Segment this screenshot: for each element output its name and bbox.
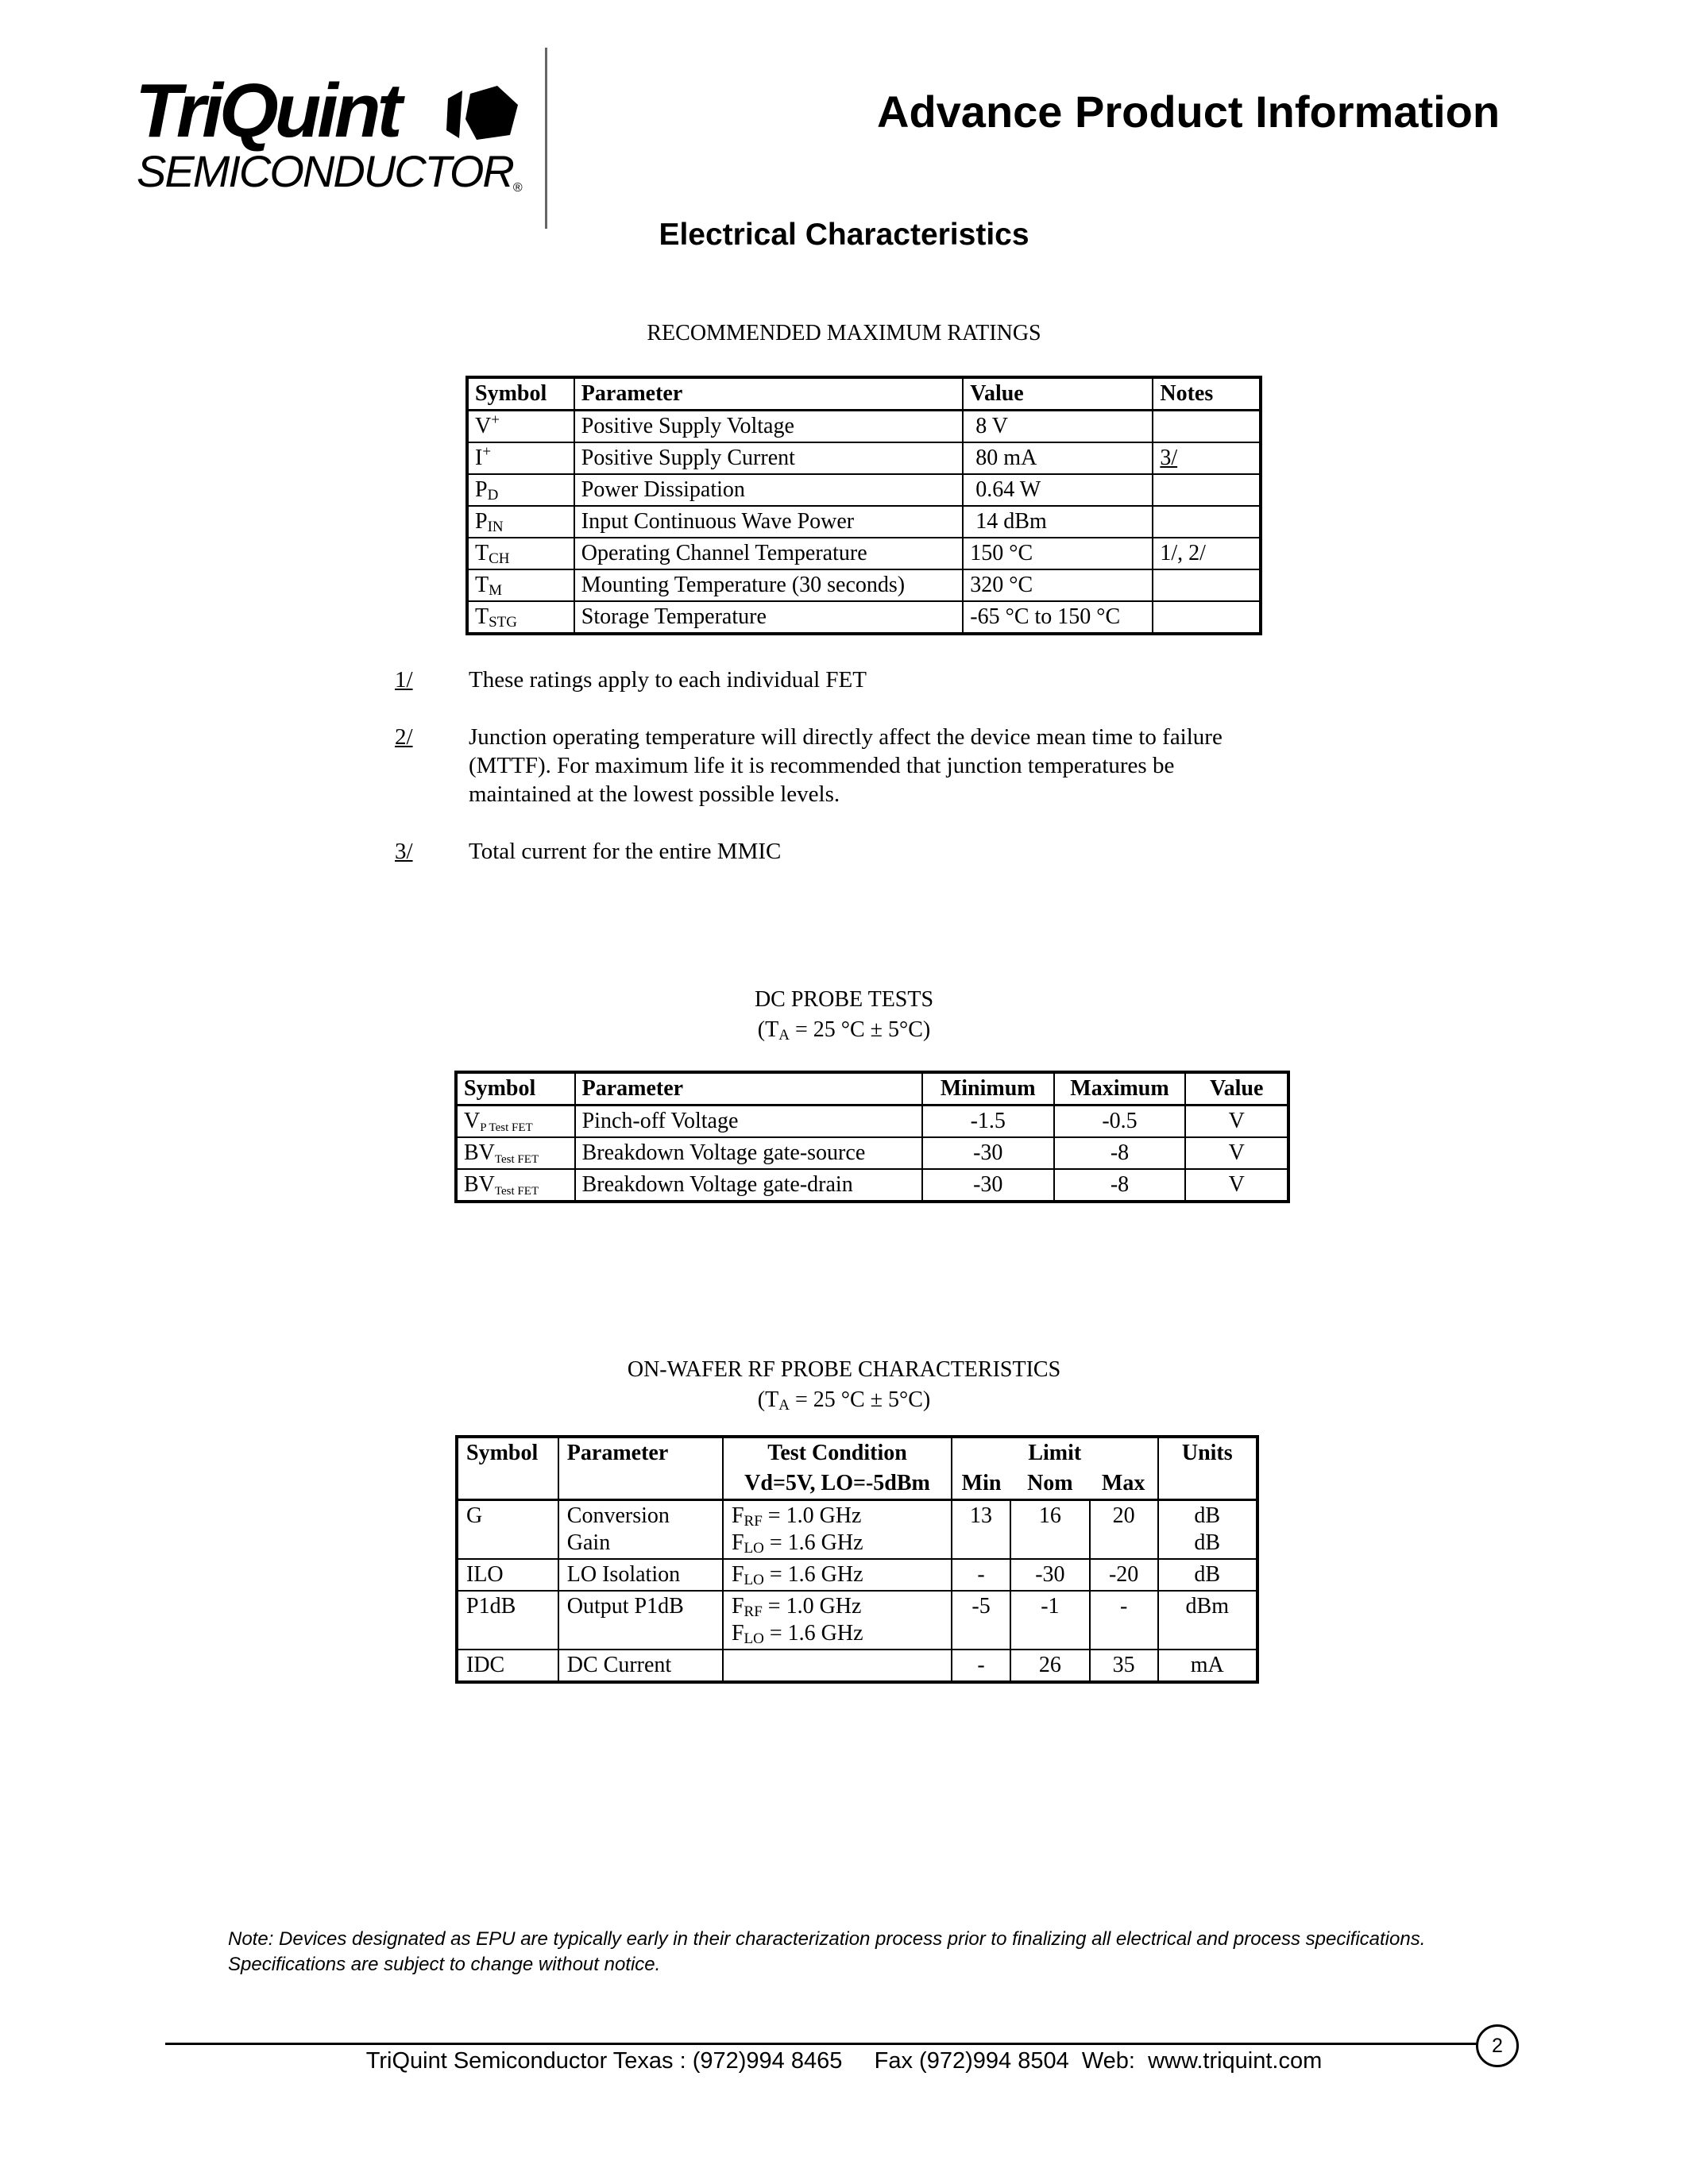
symbol-cell: V+ bbox=[467, 411, 574, 443]
condition-cell: $F_{RF} = 1.0$ GHz $F_{LO} = 1.6$ GHz bbox=[723, 1591, 952, 1650]
parameter-cell: Positive Supply Current bbox=[574, 442, 964, 474]
footer-contact: TriQuint Semiconductor Texas : (972)994 8465 Fax (972)994 8504 Web: www.triquint.com bbox=[365, 2048, 1323, 2074]
header-cell: Nom bbox=[1010, 1468, 1090, 1500]
parameter-cell: DC Current bbox=[558, 1650, 723, 1682]
parameter-cell: Operating Channel Temperature bbox=[574, 538, 964, 569]
page-header-title: Advance Product Information bbox=[877, 87, 1501, 137]
ratings-caption: RECOMMENDED MAXIMUM RATINGS bbox=[647, 321, 1041, 345]
header-cell: Test Condition bbox=[723, 1437, 952, 1468]
table-row bbox=[456, 1169, 1288, 1202]
max-cell: -20 bbox=[1090, 1559, 1158, 1591]
disclaimer-note: Note: Devices designated as EPU are typically early in their characterization process prior to finalizing all electrical and process specifications. Specifications are subject to change without notice. bbox=[228, 1928, 1426, 1975]
parameter-cell: Breakdown Voltage gate-drain bbox=[575, 1169, 922, 1202]
notes-cell bbox=[1153, 506, 1261, 538]
table-row bbox=[467, 474, 1261, 506]
table-row bbox=[457, 1500, 1257, 1560]
rf-probe-table bbox=[455, 1435, 1259, 1684]
notes-cell: 3/ bbox=[1153, 442, 1261, 474]
symbol-cell: IDC bbox=[457, 1650, 558, 1682]
header-cell: Parameter bbox=[574, 377, 964, 411]
symbol-cell: $T_{STG}$ bbox=[467, 601, 574, 634]
symbol-cell: G bbox=[457, 1500, 558, 1560]
unit-cell: dBm bbox=[1158, 1591, 1257, 1650]
header-cell: Symbol bbox=[457, 1437, 558, 1500]
table-row bbox=[467, 538, 1261, 569]
min-cell: - bbox=[952, 1650, 1010, 1682]
symbol-cell: $P_{IN}$ bbox=[467, 506, 574, 538]
parameter-cell: LO Isolation bbox=[558, 1559, 723, 1591]
table-row bbox=[456, 1106, 1288, 1138]
unit-cell: mA bbox=[1158, 1650, 1257, 1682]
table-header-row bbox=[457, 1437, 1257, 1468]
header-cell: Notes bbox=[1153, 377, 1261, 411]
max-cell: -0.5 bbox=[1054, 1106, 1186, 1138]
footnote-number: 3/ bbox=[395, 839, 413, 864]
unit-cell: V bbox=[1185, 1106, 1288, 1138]
symbol-cell: I+ bbox=[467, 442, 574, 474]
header-cell: Vd=5V, LO=-5dBm bbox=[723, 1468, 952, 1500]
symbol-cell: $P_D$ bbox=[467, 474, 574, 506]
header-cell: Symbol bbox=[456, 1072, 575, 1106]
logo-registered-mark: ® bbox=[512, 181, 521, 195]
parameter-cell: Conversion Gain bbox=[558, 1500, 723, 1560]
table-row bbox=[467, 442, 1261, 474]
ratings-table bbox=[465, 376, 1262, 635]
nom-cell: -1 bbox=[1010, 1591, 1090, 1650]
min-cell: -30 bbox=[922, 1169, 1054, 1202]
unit-cell: dB bbox=[1158, 1559, 1257, 1591]
unit-cell: V bbox=[1185, 1137, 1288, 1169]
header-cell: Parameter bbox=[558, 1437, 723, 1500]
logo-subtitle: SEMICONDUCTOR® bbox=[137, 146, 521, 196]
dc-caption: DC PROBE TESTS bbox=[754, 987, 934, 1012]
nom-cell: 26 bbox=[1010, 1650, 1090, 1682]
max-cell: -8 bbox=[1054, 1169, 1186, 1202]
value-cell: -65 °C to 150 °C bbox=[963, 601, 1153, 634]
footer-divider bbox=[165, 2043, 1494, 2045]
min-cell: -1.5 bbox=[922, 1106, 1054, 1138]
parameter-cell: Mounting Temperature (30 seconds) bbox=[574, 569, 964, 601]
rf-condition: ($T_A = 25$ °C ± 5°C) bbox=[757, 1387, 931, 1414]
symbol-cell: $V_{P Test FET}$ bbox=[456, 1106, 575, 1138]
dc-probe-table bbox=[454, 1071, 1290, 1203]
footnote-text: These ratings apply to each individual FET bbox=[469, 667, 867, 693]
min-cell: -5 bbox=[952, 1591, 1010, 1650]
table-header-row bbox=[456, 1072, 1288, 1106]
parameter-cell: Pinch-off Voltage bbox=[575, 1106, 922, 1138]
parameter-cell: Breakdown Voltage gate-source bbox=[575, 1137, 922, 1169]
max-cell: 20 bbox=[1090, 1500, 1158, 1560]
symbol-cell: ILO bbox=[457, 1559, 558, 1591]
rf-caption: ON-WAFER RF PROBE CHARACTERISTICS bbox=[627, 1357, 1061, 1382]
table-row bbox=[467, 601, 1261, 634]
header-cell: Max bbox=[1090, 1468, 1158, 1500]
section-title: Electrical Characteristics bbox=[659, 218, 1029, 252]
table-row bbox=[467, 411, 1261, 443]
condition-cell: $F_{LO} = 1.6$ GHz bbox=[723, 1559, 952, 1591]
logo-mark-icon bbox=[442, 83, 521, 146]
condition-cell bbox=[723, 1650, 952, 1682]
min-cell: -30 bbox=[922, 1137, 1054, 1169]
condition-cell: $F_{RF} = 1.0$ GHz $F_{LO} = 1.6$ GHz bbox=[723, 1500, 952, 1560]
value-cell: 80 mA bbox=[963, 442, 1153, 474]
max-cell: -8 bbox=[1054, 1137, 1186, 1169]
table-row bbox=[457, 1650, 1257, 1682]
symbol-cell: $BV_{Test FET}$ bbox=[456, 1169, 575, 1202]
footnote-text: Total current for the entire MMIC bbox=[469, 839, 782, 864]
unit-cell: V bbox=[1185, 1169, 1288, 1202]
dc-condition: ($T_A = 25$ °C ± 5°C) bbox=[757, 1017, 931, 1044]
parameter-cell: Input Continuous Wave Power bbox=[574, 506, 964, 538]
header-cell: Parameter bbox=[575, 1072, 922, 1106]
logo-brand: TriQuint bbox=[135, 68, 399, 153]
max-cell: 35 bbox=[1090, 1650, 1158, 1682]
value-cell: 0.64 W bbox=[963, 474, 1153, 506]
header-cell: Min bbox=[952, 1468, 1010, 1500]
symbol-cell: $T_M$ bbox=[467, 569, 574, 601]
header-cell: Minimum bbox=[922, 1072, 1054, 1106]
header-cell: Value bbox=[1185, 1072, 1288, 1106]
header-cell: Maximum bbox=[1054, 1072, 1186, 1106]
parameter-cell: Power Dissipation bbox=[574, 474, 964, 506]
value-cell: 8 V bbox=[963, 411, 1153, 443]
notes-cell bbox=[1153, 569, 1261, 601]
parameter-cell: Output P1dB bbox=[558, 1591, 723, 1650]
min-cell: - bbox=[952, 1559, 1010, 1591]
header-cell: Units bbox=[1158, 1437, 1257, 1500]
parameter-cell: Storage Temperature bbox=[574, 601, 964, 634]
max-cell: - bbox=[1090, 1591, 1158, 1650]
notes-cell bbox=[1153, 411, 1261, 443]
header-divider bbox=[545, 48, 547, 229]
parameter-cell: Positive Supply Voltage bbox=[574, 411, 964, 443]
min-cell: 13 bbox=[952, 1500, 1010, 1560]
footnote-number: 1/ bbox=[395, 667, 413, 693]
table-row bbox=[457, 1559, 1257, 1591]
symbol-cell: P1dB bbox=[457, 1591, 558, 1650]
notes-cell bbox=[1153, 474, 1261, 506]
footnote-number: 2/ bbox=[395, 724, 413, 750]
table-row bbox=[467, 506, 1261, 538]
table-row bbox=[456, 1137, 1288, 1169]
header-cell: Value bbox=[963, 377, 1153, 411]
table-row bbox=[457, 1591, 1257, 1650]
company-logo bbox=[135, 68, 540, 208]
nom-cell: 16 bbox=[1010, 1500, 1090, 1560]
value-cell: 320 °C bbox=[963, 569, 1153, 601]
notes-cell: 1/, 2/ bbox=[1153, 538, 1261, 569]
header-cell: Limit bbox=[952, 1437, 1157, 1468]
nom-cell: -30 bbox=[1010, 1559, 1090, 1591]
value-cell: 150 °C bbox=[963, 538, 1153, 569]
footnote-text: Junction operating temperature will directly affect the device mean time to failure (MTTF). For maximum life it is recommended that junction temperatures be maintained at the lowest possible levels. bbox=[469, 724, 1223, 807]
symbol-cell: $BV_{Test FET}$ bbox=[456, 1137, 575, 1169]
table-header-row bbox=[467, 377, 1261, 411]
notes-cell bbox=[1153, 601, 1261, 634]
table-row bbox=[467, 569, 1261, 601]
symbol-cell: $T_{CH}$ bbox=[467, 538, 574, 569]
header-cell: Symbol bbox=[467, 377, 574, 411]
value-cell: 14 dBm bbox=[963, 506, 1153, 538]
unit-cell: dB dB bbox=[1158, 1500, 1257, 1560]
page-number: 2 bbox=[1476, 2024, 1519, 2067]
